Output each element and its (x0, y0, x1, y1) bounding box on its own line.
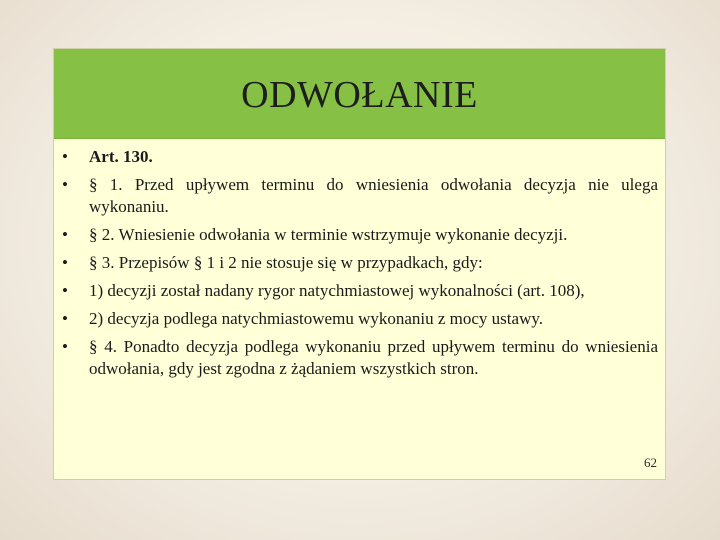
list-item (54, 174, 664, 218)
list-item-text: § 1. Przed upływem terminu do wniesienia odwołania decyzja nie ulega wykonaniu. (89, 175, 658, 216)
article-heading: Art. 130. (89, 147, 153, 166)
bullet-icon: • (62, 225, 68, 244)
page-number: 62 (644, 455, 657, 470)
list-item (54, 146, 664, 168)
list-item (54, 224, 664, 246)
bullet-icon: • (62, 175, 68, 194)
slide-title: ODWOŁANIE (241, 74, 478, 116)
list-item-text: 2) decyzja podlega natychmiastowemu wykonaniu z mocy ustawy. (89, 309, 543, 328)
list-item (54, 252, 664, 274)
list-item (54, 308, 664, 330)
bullet-icon: • (62, 147, 68, 166)
list-item-text: § 4. Ponadto decyzja podlega wykonaniu przed upływem terminu do wniesienia odwołania, gdy jest zgodna z żądaniem wszystkich stron. (89, 337, 658, 378)
bullet-icon: • (62, 253, 68, 272)
title-band (54, 49, 665, 139)
list-item-text: 1) decyzji został nadany rygor natychmiastowej wykonalności (art. 108), (89, 281, 585, 300)
slide (53, 48, 666, 480)
list-item-text: § 3. Przepisów § 1 i 2 nie stosuje się w przypadkach, gdy: (89, 253, 483, 272)
list-item (54, 336, 664, 380)
bullet-icon: • (62, 309, 68, 328)
bullet-icon: • (62, 281, 68, 300)
bullet-icon: • (62, 337, 68, 356)
bullet-list (54, 146, 664, 386)
list-item (54, 280, 664, 302)
list-item-text: § 2. Wniesienie odwołania w terminie wstrzymuje wykonanie decyzji. (89, 225, 568, 244)
